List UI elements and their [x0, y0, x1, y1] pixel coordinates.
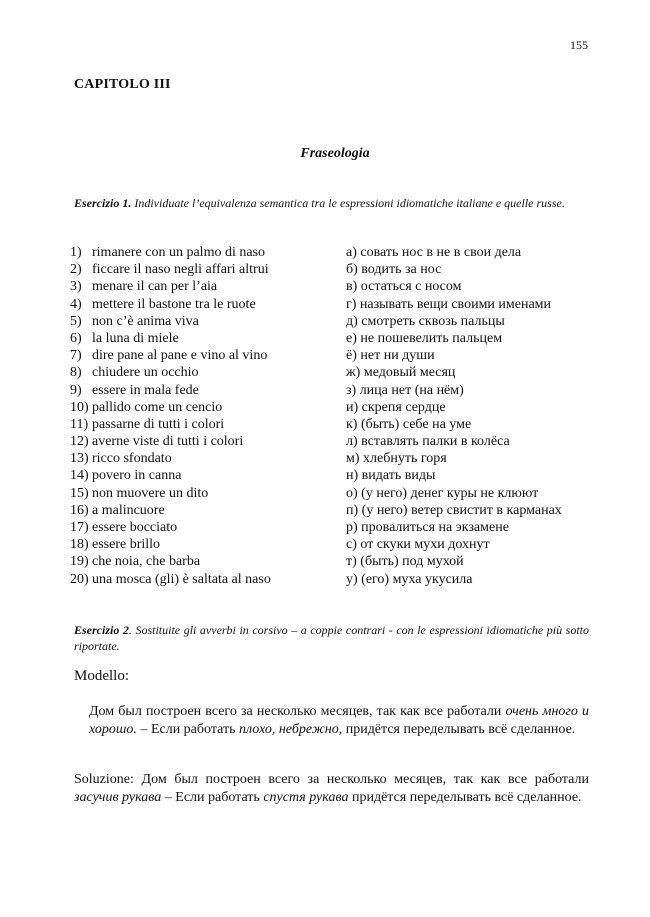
italian-expression-item — [70, 347, 335, 364]
italian-expression-item — [70, 502, 335, 519]
italian-expression-item — [70, 261, 335, 278]
item-number: 10) — [70, 399, 89, 415]
item-text: rimanere con un palmo di naso — [92, 245, 266, 260]
modello-italic-1: очень много и хорошо. — [89, 704, 589, 737]
exercise-2-label: Esercizio 2 — [74, 623, 129, 637]
item-number: 1) — [70, 245, 82, 260]
item-text: pallido come un cencio — [92, 399, 223, 415]
item-text: povero in canna — [92, 468, 182, 484]
item-text: una mosca (gli) è saltata al naso — [92, 571, 271, 587]
item-text: averne viste di tutti i colori — [92, 434, 244, 450]
italian-expression-item — [70, 433, 335, 450]
russian-expression-item: т) (быть) под мухой — [346, 554, 464, 570]
item-text: non muovere un dito — [92, 485, 209, 501]
item-number: 5) — [70, 313, 82, 329]
item-number: 13) — [70, 451, 89, 467]
italian-expression-item — [70, 244, 335, 261]
russian-expression-item: в) остаться с носом — [346, 279, 462, 295]
modello-text — [89, 703, 589, 739]
item-number: 14) — [70, 468, 89, 484]
italian-expression-item — [70, 364, 335, 381]
item-number: 8) — [70, 365, 82, 381]
russian-expression-item: г) называть вещи своими именами — [346, 296, 552, 312]
item-text: la luna di miele — [92, 330, 179, 346]
italian-expression-item — [70, 416, 335, 433]
italian-expression-item — [70, 485, 335, 502]
russian-expression-item: р) провалиться на экзамене — [346, 520, 509, 535]
russian-expression-item: к) (быть) себе на уме — [346, 416, 472, 432]
italian-expression-item — [70, 296, 335, 313]
exercise-1-text: Individuate l’equivalenza semantica tra le espressioni idiomatiche italiane e quelle russe. — [131, 196, 565, 210]
russian-expression-item: б) водить за нос — [346, 262, 442, 278]
russian-expression-item: д) смотреть сквозь пальцы — [346, 313, 505, 329]
modello-italic-2: плохо, небрежно — [238, 722, 339, 737]
item-number: 20) — [70, 571, 89, 587]
modello-label: Modello: — [74, 668, 129, 684]
russian-expression-item: о) (у него) денег куры не клюют — [346, 485, 539, 501]
italian-expression-item — [70, 399, 335, 416]
item-text: non c’è anima viva — [92, 313, 199, 329]
russian-expression-item: п) (у него) ветер свистит в карманах — [346, 502, 562, 518]
item-number: 18) — [70, 537, 89, 553]
russian-expression-item: з) лица нет (на нём) — [346, 382, 464, 398]
italian-expression-item — [70, 450, 335, 467]
soluzione-part-5: придётся переделывать всё сделанное. — [348, 790, 582, 805]
russian-expression-item: ж) медовый месяц — [346, 365, 456, 381]
russian-expression-item: у) (его) муха укусила — [346, 571, 473, 587]
modello-part-5: , придётся переделывать всё сделанное. — [338, 722, 576, 737]
russian-expression-item: м) хлебнуть горя — [346, 451, 447, 467]
exercise-1-instruction — [74, 195, 589, 211]
exercise-2-instruction — [74, 622, 589, 654]
item-number: 7) — [70, 348, 82, 364]
item-number: 3) — [70, 279, 82, 295]
russian-expression-item: н) видать виды — [346, 468, 436, 484]
soluzione-italic-1: засучив рукава — [74, 790, 162, 805]
item-number: 11) — [70, 416, 89, 432]
italian-expression-item — [70, 382, 335, 399]
italian-expression-item — [70, 519, 335, 536]
exercise-1-label: Esercizio 1. — [74, 196, 132, 210]
italian-expression-item — [70, 278, 335, 295]
modello-part-3: – Если работать — [136, 722, 239, 737]
soluzione-italic-2: спустя рукава — [263, 790, 349, 805]
italian-expression-item — [70, 553, 335, 570]
item-number: 2) — [70, 262, 82, 278]
item-number: 17) — [70, 520, 89, 535]
item-number: 15) — [70, 485, 89, 501]
item-text: passarne di tutti i colori — [92, 416, 225, 432]
russian-expression-item: с) от скуки мухи дохнут — [346, 537, 490, 553]
item-number: 19) — [70, 554, 89, 570]
item-number: 4) — [70, 296, 82, 312]
italian-expressions-list — [70, 244, 335, 588]
item-number: 6) — [70, 330, 82, 346]
section-title: Fraseologia — [300, 146, 370, 161]
italian-expression-item — [70, 536, 335, 553]
italian-expression-item — [70, 571, 335, 588]
page-number: 155 — [570, 38, 588, 52]
item-text: chiudere un occhio — [92, 365, 199, 381]
soluzione-part-3: – Если работать — [161, 790, 264, 805]
item-text: menare il can per l’aia — [92, 279, 218, 295]
item-number: 16) — [70, 502, 89, 518]
italian-expression-item — [70, 330, 335, 347]
item-text: essere brillo — [92, 537, 161, 553]
item-number: 9) — [70, 382, 82, 398]
russian-expression-item: а) совать нос в не в свои дела — [346, 245, 522, 260]
russian-expression-item: и) скрепя сердце — [346, 399, 446, 415]
russian-expression-item: ё) нет ни души — [346, 348, 435, 364]
item-text: dire pane al pane e vino al vino — [92, 348, 268, 364]
soluzione-part-1: Дом был построен всего за несколько месяцев, так как все работали — [133, 772, 589, 787]
item-text: essere in mala fede — [92, 382, 199, 398]
item-text: essere bocciato — [92, 520, 178, 535]
russian-expression-item: е) не пошевелить пальцем — [346, 330, 503, 346]
italian-expression-item — [70, 313, 335, 330]
russian-expression-item: л) вставлять палки в колёса — [346, 434, 510, 450]
chapter-title: CAPITOLO III — [74, 77, 171, 92]
item-text: ficcare il naso negli affari altrui — [92, 262, 269, 278]
exercise-2-text: . Sostituite gli avverbi in corsivo – a coppie contrari - con le espressioni idiomatiche più sotto riportate. — [74, 623, 589, 653]
item-text: che noia, che barba — [92, 554, 201, 570]
item-text: ricco sfondato — [92, 451, 172, 467]
soluzione-text — [74, 771, 589, 807]
russian-expressions-list — [346, 244, 596, 588]
modello-part-1: Дом был построен всего за несколько месяцев, так как все работали — [89, 704, 506, 719]
italian-expression-item — [70, 467, 335, 484]
soluzione-label: Soluzione: — [74, 772, 134, 787]
item-text: a malincuore — [92, 502, 165, 518]
item-number: 12) — [70, 434, 89, 450]
item-text: mettere il bastone tra le ruote — [92, 296, 256, 312]
